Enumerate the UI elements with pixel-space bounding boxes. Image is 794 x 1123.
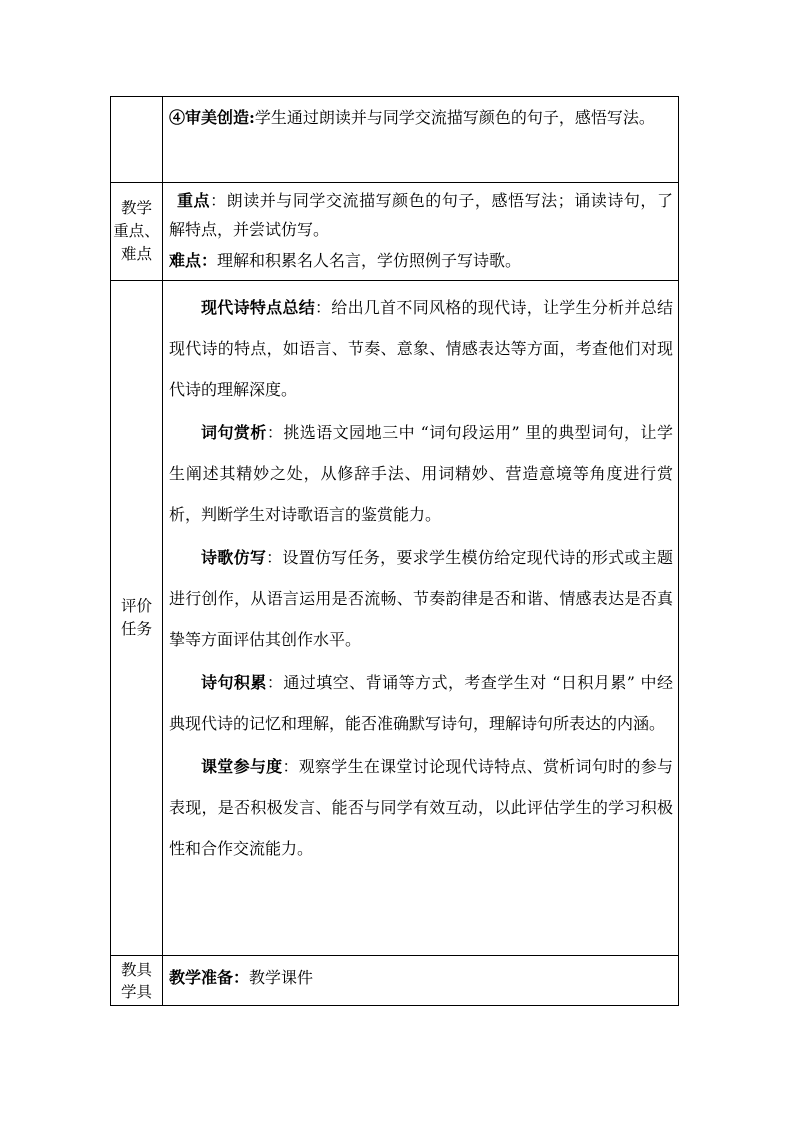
label-line: 重点、 xyxy=(113,222,160,240)
row-content xyxy=(163,956,679,1006)
paragraph-phrase-appreciation xyxy=(169,412,673,535)
paragraph-verse-accumulation xyxy=(169,662,673,744)
label-line: 评价 xyxy=(120,597,152,615)
paragraph-text: 教学课件 xyxy=(249,968,314,987)
paragraph-text: ：设置仿写任务，要求学生模仿给定现代诗的形式或主题进行创作，从语言运用是否流畅、节奏韵律是否和谐、情感表达是否真挚等方面评估其创作水平。 xyxy=(169,548,673,649)
label-line: 任务 xyxy=(120,620,152,638)
paragraph-text: ：通过填空、背诵等方式，考查学生对 “日积月累” 中经典现代诗的记忆和理解，能否准确默写诗句，理解诗句所表达的内涵。 xyxy=(169,673,673,733)
row-content xyxy=(163,97,679,183)
row-teaching-aids xyxy=(111,956,679,1006)
paragraph-text: ：朗读并与同学交流描写颜色的句子，感悟写法；诵读诗句，了解特点，并尝试仿写。 xyxy=(169,191,673,239)
row-evaluation-tasks xyxy=(111,281,679,956)
row-label-empty xyxy=(111,97,163,183)
paragraph-text: 理解和积累名人名言，学仿照例子写诗歌。 xyxy=(217,251,522,270)
paragraph-key-point xyxy=(169,186,673,244)
paragraph-heading: 难点： xyxy=(169,251,218,270)
row-aesthetic-creation xyxy=(111,97,679,183)
paragraph-heading: 现代诗特点总结 xyxy=(201,298,315,317)
paragraph-difficulty xyxy=(169,246,673,275)
paragraph-poem-features xyxy=(169,287,673,410)
lesson-plan-table xyxy=(110,96,679,1006)
row-content xyxy=(163,281,679,956)
label-line: 学具 xyxy=(120,982,152,1001)
paragraph-preparation xyxy=(169,967,673,989)
paragraph-heading: 诗句积累 xyxy=(201,673,267,692)
paragraph-text: ：观察学生在课堂讨论现代诗特点、赏析词句时的参与表现，是否积极发言、能否与同学有效互动，以此评估学生的学习积极性和合作交流能力。 xyxy=(169,757,673,858)
row-key-points xyxy=(111,183,679,281)
paragraph-poem-imitation xyxy=(169,537,673,660)
label-line: 教学 xyxy=(120,199,152,217)
label-line: 教具 xyxy=(120,960,152,979)
row-label-aids xyxy=(111,956,163,1006)
paragraph-heading: 课堂参与度 xyxy=(201,757,283,776)
paragraph-heading: 教学准备： xyxy=(169,968,250,987)
paragraph-class-participation xyxy=(169,746,673,869)
paragraph-heading: 重点 xyxy=(177,191,211,210)
paragraph-heading: 诗歌仿写 xyxy=(201,548,267,567)
paragraph-text: ：挑选语文园地三中 “词句段运用” 里的典型词句，让学生阐述其精妙之处，从修辞手法、用词精妙、营造意境等角度进行赏析，判断学生对诗歌语言的鉴赏能力。 xyxy=(169,423,673,524)
row-label-evaluation xyxy=(111,281,163,956)
paragraph-aesthetic-creation xyxy=(169,98,673,138)
paragraph-heading: ④审美创造: xyxy=(169,108,255,127)
paragraph-heading: 词句赏析 xyxy=(201,423,267,442)
label-line: 难点 xyxy=(120,245,152,263)
paragraph-text: ：给出几首不同风格的现代诗，让学生分析并总结现代诗的特点，如语言、节奏、意象、情感表达等方面，考查他们对现代诗的理解深度。 xyxy=(169,298,673,399)
paragraph-text: 学生通过朗读并与同学交流描写颜色的句子，感悟写法。 xyxy=(254,108,655,127)
row-content xyxy=(163,183,679,281)
row-label-key-points xyxy=(111,183,163,281)
